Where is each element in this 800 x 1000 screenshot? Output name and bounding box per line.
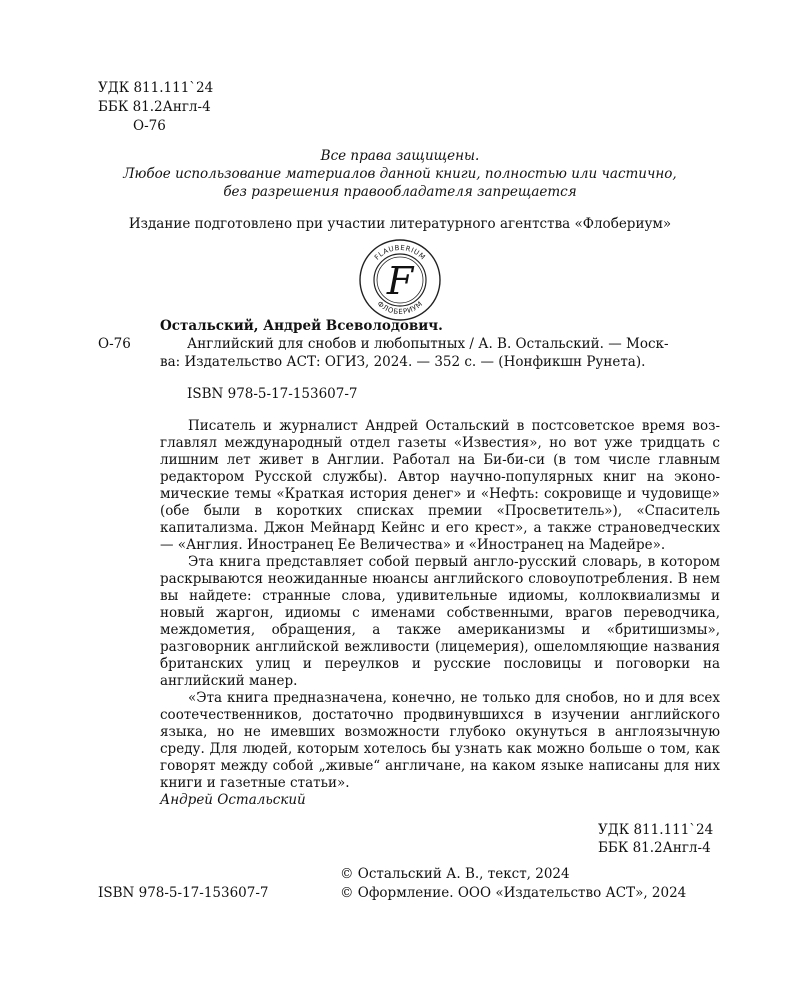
biblio-line-1: Английский для снобов и любопытных / А. В. Остальский. — Моск-	[187, 336, 669, 352]
annotation	[160, 418, 720, 809]
agency-note: Издание подготовлено при участии литературного агентства «Флобериум»	[128, 216, 672, 232]
logo-top-text: FLAUBERIUM	[373, 243, 427, 262]
bottom-udk: УДК 811.111`24	[598, 822, 714, 838]
flauberium-logo	[356, 236, 444, 324]
rights-line-2: Любое использование материалов данной книги, полностью или частично,	[123, 166, 677, 182]
logo-bottom-text: ФЛОБЕРИУМ	[375, 299, 425, 317]
biblio-line-2: ва: Издательство АСТ: ОГИЗ, 2024. — 352 с. — (Нонфикшн Рунета).	[160, 354, 646, 370]
biblio-author-mark: О-76	[98, 336, 131, 352]
copyright-text: © Остальский А. В., текст, 2024	[340, 866, 570, 882]
annotation-paragraph-3: «Эта книга предназначена, конечно, не только для снобов, но и для всех соотечественников, достаточно продвинувшихся в изучении английского языка, но не имевших возможности глубоко окунуться в англоязычную среду. Для людей, которым хотелось бы узнать как можно больше о том, как говорят между собой „живые“ англичане, на каком языке написаны для них книги и газетные статьи».	[160, 690, 720, 791]
rights-line-3: без разрешения правообладателя запрещается	[223, 184, 577, 200]
annotation-paragraph-1: Писатель и журналист Андрей Остальский в постсоветское время возглавлял международный отдел газеты «Известия», но вот уже тридцать с лишним лет живет в Англии. Работал на Би-би-си (в том числе главным редактором Русской службы). Автор научно-популярных книг на экономические темы «Краткая история денег» и «Нефть: сокровище и чудовище» (обе были в коротких списках премии «Просветитель»), «Спаситель капитализма. Джон Мейнард Кейнс и его крест», а также страноведческих — «Англия. Иностранец Ее Величества» и «Иностранец на Мадейре».	[160, 418, 720, 553]
bottom-isbn: ISBN 978-5-17-153607-7	[98, 885, 269, 901]
logo-letter: F	[386, 259, 414, 303]
annotation-paragraph-2: Эта книга представляет собой первый англо-русский словарь, в котором раскрываются неожиданные нюансы английского словоупотребления. В нем вы найдете: странные слова, удивительные идиомы, коллоквиализмы и новый жаргон, идиомы с именами собственными, врагов переводчика, междометия, обращения, а также американизмы и «бритишизмы», разговорник английской вежливости (лицемерия), ошеломляющие названия британских улиц и переулков и русские пословицы и поговорки на английский манер.	[160, 554, 720, 689]
author-name: Остальский, Андрей Всеволодович.	[160, 318, 443, 334]
udk-code: УДК 811.111`24	[98, 80, 214, 96]
copyright-design: © Оформление. ООО «Издательство АСТ», 2024	[340, 885, 687, 901]
biblio-isbn: ISBN 978-5-17-153607-7	[187, 386, 358, 402]
bbk-code: ББК 81.2Англ-4	[98, 99, 211, 115]
bottom-bbk: ББК 81.2Англ-4	[598, 840, 711, 856]
annotation-signature: Андрей Остальский	[160, 792, 306, 808]
author-mark: О-76	[133, 118, 166, 134]
rights-line-1: Все права защищены.	[320, 148, 480, 164]
